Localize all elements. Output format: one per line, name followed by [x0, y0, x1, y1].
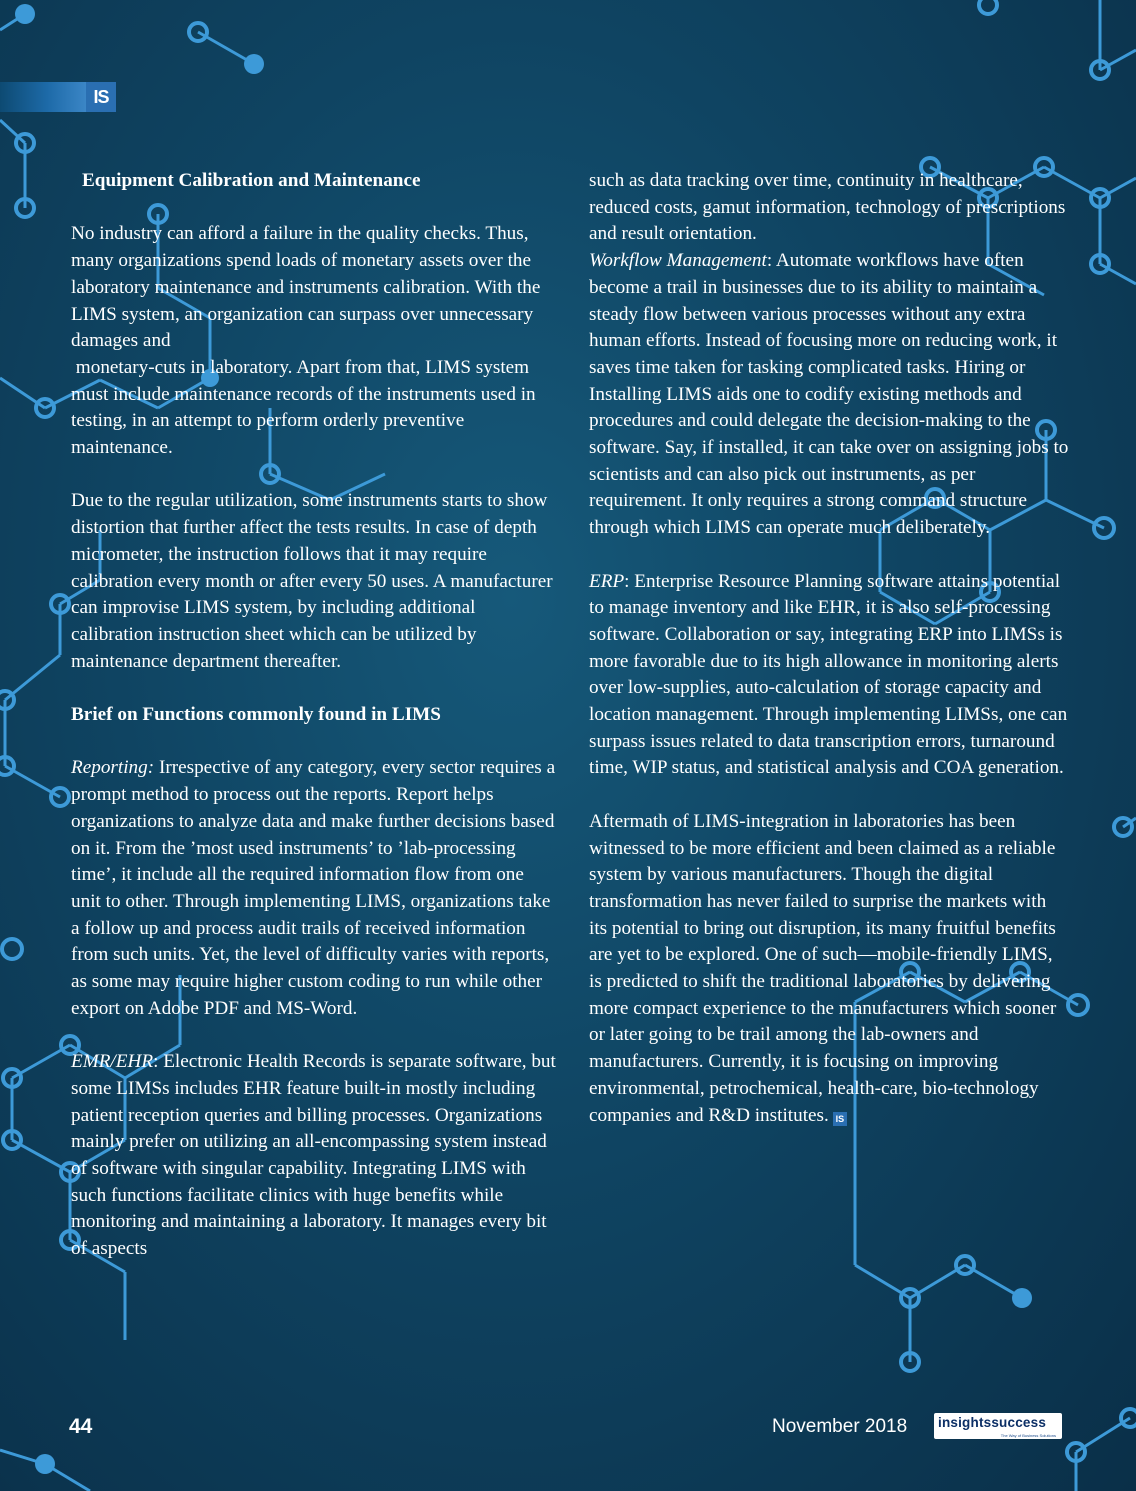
term-erp: ERP	[589, 570, 625, 592]
paragraph-aftermath	[589, 809, 1069, 1129]
paragraph-reporting	[71, 755, 557, 1022]
paragraph-text: Irrespective of any category, every sector requires a prompt method to process out the reports. Report helps organizations to analyze data and make further decisions based on it. From the ’most used instruments’ to ’lab-processing time’, it include all the required information flow from one unit to other. Through implementing LIMS, organizations take a follow up and process audit trails of received information from such units. Yet, the level of difficulty varies with reports, as some may require higher custom coding to run while other export on Adobe PDF and MS-Word.	[71, 757, 556, 1019]
page-number: 44	[69, 1415, 93, 1438]
paragraph-text: monetary-cuts in laboratory. Apart from that, LIMS system must include maintenance records of the instruments used in testing, in an attempt to perform orderly preventive maintenance.	[71, 356, 536, 459]
brand-tagline: The Way of Business Solutions	[1000, 1433, 1056, 1438]
brand-logo	[934, 1413, 1062, 1439]
paragraph-text: : Electronic Health Records is separate software, but some LIMSs includes EHR feature built-in mostly including patient reception queries and billing processes. Organizations mainly prefer on utilizing an all-encompassing system instead of software with singular capability. Integrating LIMS with such functions facilitate clinics with huge benefits while monitoring and maintaining a laboratory. It manages every bit of aspects	[71, 1051, 556, 1260]
issue-date: November 2018	[772, 1416, 908, 1437]
paragraph-text: : Enterprise Resource Planning software attains potential to manage inventory and like EHR, it is also self-processing software. Collaboration or say, integrating ERP into LIMSs is more favorable due to its high allowance in monitoring alerts over low-supplies, auto-calculation of storage capacity and location management. Through implementing LIMSs, one can surpass issues related to data transcription errors, turnaround time, WIP status, and statistical analysis and COA generation.	[589, 570, 1068, 779]
term-workflow-management: Workflow Management	[589, 250, 767, 272]
paragraph-text: Aftermath of LIMS-integration in laboratories has been witnessed to be more efficient and been claimed as a reliable system by various manufacturers. Though the digital transformation has never failed to surprise the markets with its potential to bring out disruption, its many fruitful benefits are yet to be explored. One of such—mobile-friendly LIMS, is predicted to shift the traditional laboratories by delivering more compact experience to the manufacturers which sooner or later going to be trail among the lab-owners and manufacturers. Currently, it is focusing on improving environmental, petrochemical, health-care, bio-technology companies and R&D institutes.	[589, 810, 1057, 1126]
end-of-article-mark: IS	[833, 1112, 847, 1126]
paragraph-continuation: such as data tracking over time, continuity in healthcare, reduced costs, gamut information, technology of prescriptions and result orientation.	[589, 170, 1066, 245]
paragraph-workflow	[589, 248, 1069, 542]
term-reporting: Reporting:	[71, 757, 155, 779]
page-footer	[0, 1412, 1136, 1442]
paragraph-distortion: Due to the regular utilization, some instruments starts to show distortion that further affect the tests results. In case of depth micrometer, the instruction follows that it may require calibration every month or after every 50 uses. A manufacturer can improvise LIMS system, by including additional calibration instruction sheet which can be utilized by maintenance department thereafter.	[71, 490, 553, 672]
heading-brief-functions: Brief on Functions commonly found in LIMS	[71, 704, 441, 726]
left-column	[71, 168, 557, 1263]
paragraph-erp	[589, 569, 1069, 783]
paragraph-calibration-intro	[71, 221, 557, 461]
brand-name: insightssuccess	[938, 1415, 1047, 1430]
term-emr-ehr: EMR/EHR	[71, 1051, 154, 1073]
right-column	[589, 168, 1069, 1129]
header-tab-bar	[0, 82, 86, 112]
heading-equipment-calibration: Equipment Calibration and Maintenance	[82, 170, 421, 191]
paragraph-text: : Automate workflows have often become a trail in businesses due to its ability to maintain a steady flow between various processes without any extra human efforts. Instead of focusing more on reducing work, it saves time taken for tasking complicated tasks. Hiring or Installing LIMS aids one to codify existing methods and procedures and could delegate the decision-making to the software. Say, if installed, it can take over on assigning jobs to scientists and can also pick out instruments, as per requirement. It only requires a strong command structure through which LIMS can operate much deliberately.	[589, 250, 1069, 539]
paragraph-text: No industry can afford a failure in the quality checks. Thus, many organizations spend loads of monetary assets over the laboratory maintenance and instruments calibration. With the LIMS system, an organization can surpass over unnecessary damages and	[71, 223, 541, 352]
magazine-logo: IS	[86, 82, 116, 112]
paragraph-emr-ehr	[71, 1049, 557, 1263]
